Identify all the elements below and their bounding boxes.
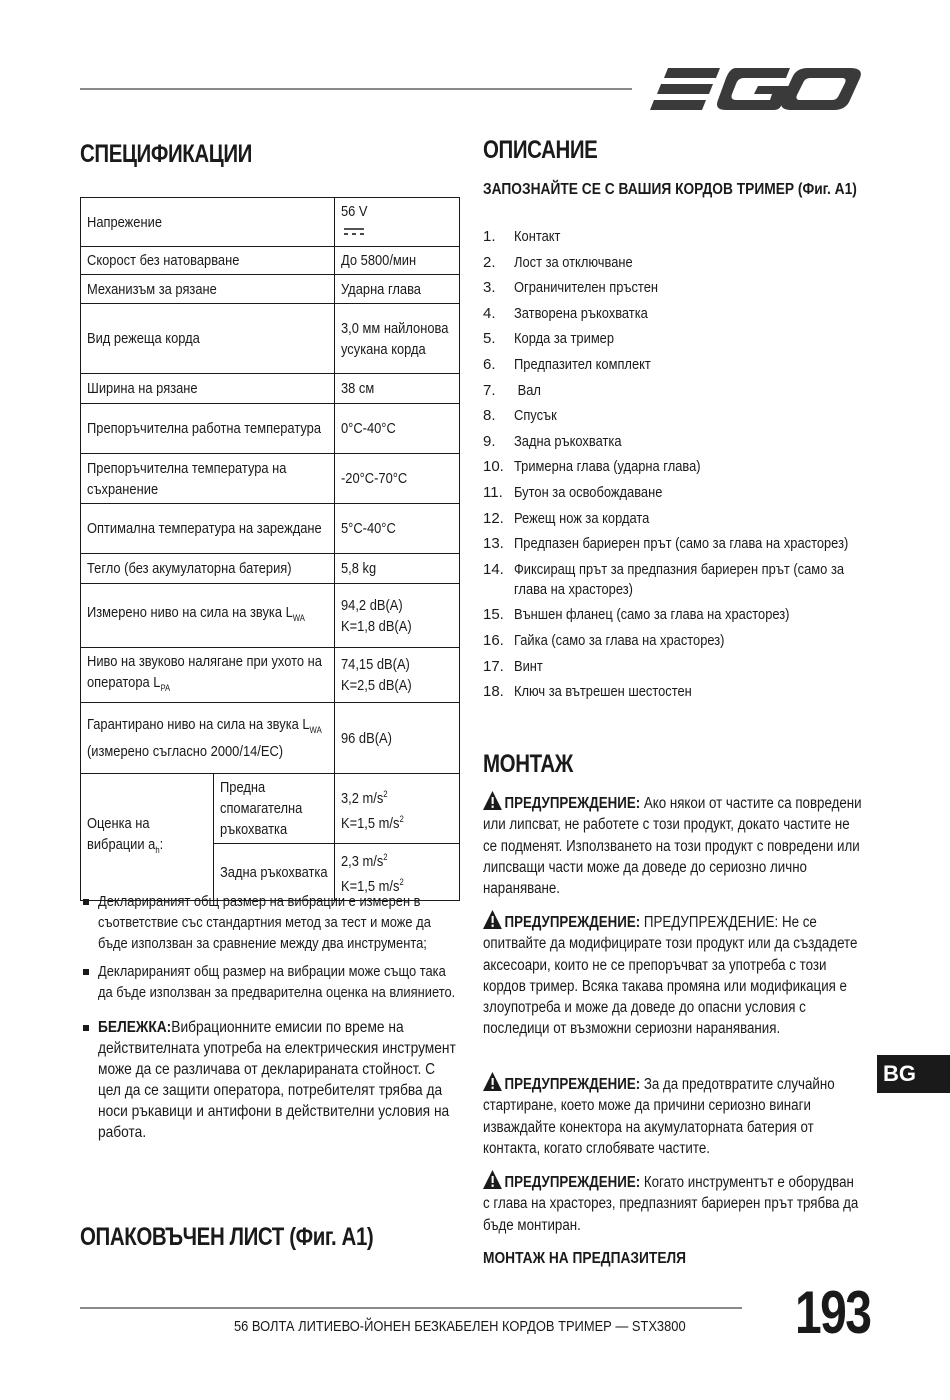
page-number: 193 bbox=[795, 1279, 871, 1346]
table-row bbox=[81, 648, 460, 703]
list-item: 3. Ограничителен пръстен bbox=[483, 279, 659, 297]
list-item: 15. Външен фланец (само за глава на храсторез) bbox=[483, 606, 790, 624]
list-item: 16. Гайка (само за глава на храсторез) bbox=[483, 631, 725, 649]
spec-label: Тегло (без акумулаторна батерия) bbox=[87, 560, 292, 577]
specs-title: СПЕЦИФИКАЦИИ bbox=[80, 140, 252, 168]
warning-icon bbox=[483, 910, 502, 929]
guard-assembly-title: МОНТАЖ НА ПРЕДПАЗИТЕЛЯ bbox=[483, 1250, 687, 1267]
warning-icon bbox=[483, 791, 502, 810]
spec-value: 3,2 $m/s^2$ K=1,5 $m/s^2$ bbox=[341, 788, 404, 832]
spec-label: Препоръчителна температура на съхранение bbox=[87, 459, 287, 498]
footer-title: 56 ВОЛТА ЛИТИЕВО-ЙОНЕН БЕЗКАБЕЛЕН КОРДОВ ТРИМЕР — STX3800 bbox=[234, 1318, 686, 1335]
warning-block bbox=[483, 1170, 863, 1236]
table-row bbox=[81, 454, 460, 504]
table-row bbox=[81, 304, 460, 374]
footer-rule bbox=[80, 1307, 742, 1309]
note-item bbox=[80, 1017, 460, 1143]
spec-label: Препоръчителна работна температура bbox=[87, 420, 322, 437]
ego-logo bbox=[650, 64, 862, 112]
list-item: 4. Затворена ръкохватка bbox=[483, 304, 648, 322]
table-row bbox=[81, 198, 460, 247]
spec-label: Ширина на рязане bbox=[87, 380, 198, 397]
table-row bbox=[81, 504, 460, 554]
spec-label: Механизъм за рязане bbox=[87, 280, 217, 298]
list-item: 5. Корда за тример bbox=[483, 330, 615, 348]
note-text: Вибрационните емисии по време на действителната употреба на електрическия инструмент може да се различава от декларираната стойност. С цел да се защити оператора, потребителят трябва да носи ръкавици и антифони в действителни условия на работа. bbox=[98, 1019, 456, 1141]
spec-label: Скорост без натоварване bbox=[87, 252, 240, 269]
spec-value: 38 см bbox=[341, 380, 375, 397]
specs-table bbox=[80, 197, 460, 901]
spec-label: Напрежение bbox=[87, 213, 162, 231]
warning-text: Ако някои от частите са повредени или липсват, не работете с този продукт, докато частите не се подменят. Използването на този продукт с повредени или липсващи части може да доведе до сериозно лично нараняване. bbox=[483, 795, 862, 898]
packing-title: ОПАКОВЪЧЕН ЛИСТ (Фиг. A1) bbox=[80, 1223, 374, 1251]
table-row bbox=[81, 584, 460, 648]
list-item: 14. Фиксиращ прът за предпазния бариерен прът (само за глава на храсторез) bbox=[483, 560, 845, 598]
dc-current-icon bbox=[343, 227, 365, 237]
warning-label: ПРЕДУПРЕЖДЕНИЕ: bbox=[504, 1174, 641, 1191]
spec-value: Ударна глава bbox=[341, 280, 421, 298]
table-row bbox=[81, 554, 460, 584]
spec-value: 2,3 $m/s^2$ K=1,5 $m/s^2$ bbox=[341, 852, 404, 895]
spec-label: Оптимална температура на зареждане bbox=[87, 520, 322, 537]
note-label: БЕЛЕЖКА: bbox=[98, 1019, 172, 1036]
spec-label: Гарантирано ниво на сила на звука $L_{WA}$ (измерено съгласно 2000/14/ЕС) bbox=[87, 716, 322, 760]
vibration-notes bbox=[80, 891, 460, 1150]
description-subtitle: ЗАПОЗНАЙТЕ СЕ С ВАШИЯ КОРДОВ ТРИМЕР (Фиг. A1) bbox=[483, 181, 857, 198]
warning-label: ПРЕДУПРЕЖДЕНИЕ: bbox=[504, 914, 641, 931]
list-item: 11. Бутон за освобождаване bbox=[483, 483, 663, 501]
list-item: 13. Предпазен бариерен прът (само за глава на храсторез) bbox=[483, 535, 849, 553]
table-row bbox=[81, 404, 460, 454]
list-item: 9. Задна ръкохватка bbox=[483, 432, 622, 450]
table-row bbox=[81, 247, 460, 275]
spec-label: Измерено ниво на сила на звука $L_{WA}$ bbox=[87, 604, 305, 623]
warning-text: Когато инструментът е оборудван с глава на храсторез, предпазният бариерен прът трябва да бъде монтиран. bbox=[483, 1174, 859, 1234]
list-item: 10. Тримерна глава (ударна глава) bbox=[483, 458, 701, 476]
table-row bbox=[81, 774, 460, 844]
warning-label: ПРЕДУПРЕЖДЕНИЕ: bbox=[504, 795, 641, 812]
table-row bbox=[81, 275, 460, 304]
spec-value: 74,15 dB(A) K=2,5 dB(A) bbox=[341, 656, 412, 694]
spec-value: 5,8 kg bbox=[341, 560, 377, 577]
warning-text: ПРЕДУПРЕЖДЕНИЕ: Не се опитвайте да модифицирате този продукт или да създадете аксесоари, които не се препоръчват за употреба с този кордов тример. Всяка такава промяна или модификация е злоупотреба и може да доведе до опасни условия с последици от възможни сериозни наранявания. bbox=[483, 914, 858, 1038]
list-item: 12. Режещ нож за кордата bbox=[483, 509, 650, 527]
table-row bbox=[81, 374, 460, 404]
spec-value: До 5800/мин bbox=[341, 252, 417, 269]
list-item: Декларираният общ размер на вибрации може също така да бъде използван за предварителна оценка на влиянието. bbox=[80, 961, 460, 1003]
table-row bbox=[81, 703, 460, 774]
spec-value: 0°C-40°C bbox=[341, 420, 396, 437]
list-item: 18. Ключ за вътрешен шестостен bbox=[483, 683, 692, 701]
spec-value: 5°C-40°C bbox=[341, 520, 396, 537]
list-item: 8. Спусък bbox=[483, 407, 557, 425]
warning-block bbox=[483, 791, 863, 899]
list-item: 6. Предпазител комплект bbox=[483, 355, 651, 373]
language-tab: BG bbox=[877, 1055, 950, 1093]
warning-icon bbox=[483, 1072, 502, 1091]
handle-label: Предна спомагателна ръкохватка bbox=[220, 779, 303, 838]
spec-value: 3,0 мм найлонова усукана корда bbox=[341, 319, 449, 358]
list-item: 7. Вал bbox=[483, 381, 541, 399]
warning-text: За да предотвратите случайно стартиране, което може да причини сериозно винаги изваждайте конектора на акумулаторната батерия от контакта, когато сглобявате частите. bbox=[483, 1076, 835, 1157]
description-title: ОПИСАНИЕ bbox=[483, 136, 598, 164]
header-rule bbox=[80, 88, 632, 90]
list-item: 2. Лост за отключване bbox=[483, 253, 633, 271]
assembly-title: МОНТАЖ bbox=[483, 750, 573, 778]
vibration-label: Оценка на вибрации $a_h$: bbox=[87, 815, 164, 855]
warning-label: ПРЕДУПРЕЖДЕНИЕ: bbox=[504, 1076, 641, 1093]
list-item: 1. Контакт bbox=[483, 228, 561, 245]
spec-value: 56 V bbox=[341, 203, 368, 220]
warning-block bbox=[483, 1072, 863, 1159]
spec-value: -20°C-70°C bbox=[341, 470, 408, 487]
spec-label: Вид режеща корда bbox=[87, 330, 200, 347]
warning-icon bbox=[483, 1170, 502, 1189]
handle-label: Задна ръкохватка bbox=[220, 863, 328, 881]
list-item: 17. Винт bbox=[483, 657, 543, 675]
spec-value: 94,2 dB(A) K=1,8 dB(A) bbox=[341, 596, 412, 635]
spec-value: 96 dB(A) bbox=[341, 729, 392, 747]
warning-block bbox=[483, 910, 863, 1040]
parts-list bbox=[483, 227, 873, 708]
list-item: Декларираният общ размер на вибрации е измерен в съответствие със стандартния метод за тест и може да бъде използван за сравнение между два инструмента; bbox=[80, 891, 460, 954]
spec-label: Ниво на звуково налягане при ухото на оператора $L_{PA}$ bbox=[87, 653, 322, 693]
